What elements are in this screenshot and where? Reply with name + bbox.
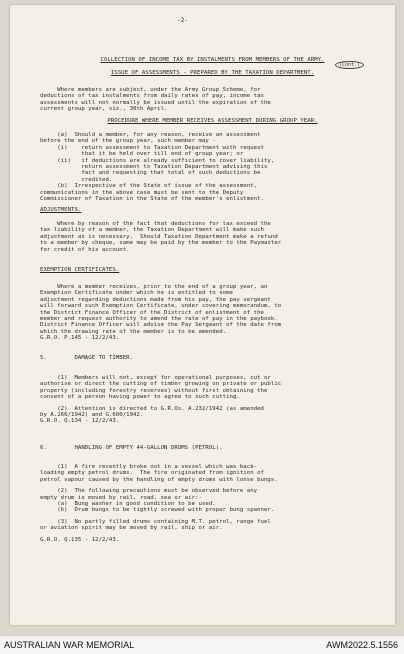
text-line: adjustment as is necessary. Should Taxation Department make a refund: [40, 233, 278, 240]
text-line: for credit of his account.: [40, 246, 130, 253]
text-line: that it be held over till end of group year; or: [40, 151, 244, 158]
text-line: will forward such Exemption Certificate, under covering memorandum, to: [40, 303, 282, 310]
cont-mark: (Cont.): [335, 61, 364, 69]
text-line: Where a member receives, prior to the end of a group year, an: [40, 284, 268, 290]
text-block: [40, 207, 385, 213]
text-line: 5. DAMAGE TO TIMBER.: [40, 355, 134, 361]
text-line: consent of a person having power to agree to such cutting.: [40, 394, 240, 401]
text-line: (a) Bung washer in good condition to be used.: [40, 500, 216, 507]
text-line: G.R.O. Q.135 - 12/2/43.: [40, 536, 120, 543]
text-line: tax liability of a member, the Taxation Department will make such: [40, 227, 264, 234]
page-number: -2-: [177, 17, 188, 24]
text-line: to a member by cheque, same may be paid by the member to the Paymaster: [40, 240, 282, 247]
text-line: 6. HANDLING OF EMPTY 44-GALLON DRUMS (PETROL).: [40, 445, 223, 451]
text-block: [40, 464, 385, 543]
text-line: credited.: [40, 176, 113, 183]
text-line: by A.266/1942) and G.600/1942.: [40, 411, 144, 418]
text-line: communications in the above case must be sent to the Deputy: [40, 189, 244, 196]
text-line: authorise or direct the cutting of timber growing on private or public: [40, 381, 282, 388]
text-line: member and request authority to amend the rate of pay in the paybook.: [40, 315, 278, 322]
text-line: Exemption Certificate under which he is entitled to some: [40, 290, 233, 297]
text-line: (i) return assessment to Taxation Department with request: [40, 144, 264, 151]
section-heading: COLLECTION OF INCOME TAX BY INSTALMENTS FROM MEMBERS OF THE ARMY.: [100, 57, 325, 63]
text-block: [40, 132, 385, 202]
text-line: (1) Members will not, except for operational purposes, cut or: [40, 375, 271, 381]
text-block: [40, 118, 385, 124]
text-line: Where by reason of the fact that deductions for tax exceed the: [40, 221, 271, 227]
text-line: (ii) if deductions are already sufficient to cover liability,: [40, 157, 275, 164]
text-line: empty drum is moved by rail, road, sea or air:-: [40, 494, 202, 501]
text-line: before the end of the group year, such member may -: [40, 138, 216, 145]
text-line: petrol vapour caused by the handling of empty drums with loose bungs.: [40, 476, 278, 483]
text-line: assessments will not normally be issued until the expiration of the: [40, 99, 271, 106]
text-block: [40, 87, 385, 113]
text-line: property (including forestry reserves) without first obtaining the: [40, 387, 268, 394]
text-line: Commissioner of Taxation in the State of the member's enlistment.: [40, 195, 264, 202]
text-line: or aviation spirit may be moved by rail, ship or air.: [40, 525, 223, 532]
text-line: (2) Attention is directed to G.R.Os. A.232/1942 (as amended: [40, 405, 264, 412]
text-block: [40, 70, 385, 76]
text-line: (a) Should a member, for any reason, receive an assessment: [40, 132, 261, 138]
text-line: G.R.O. P.145 - 12/2/43.: [40, 335, 120, 342]
text-block: [40, 284, 385, 342]
text-line: which the drawing rate of the member is to be amended.: [40, 328, 227, 335]
text-line: fact and requesting that total of such deductions be: [40, 170, 261, 177]
text-block: [40, 445, 385, 451]
archive-reference: AWM2022.5.1556: [326, 640, 398, 650]
text-block: [40, 355, 385, 361]
archive-name: AUSTRALIAN WAR MEMORIAL: [4, 640, 135, 650]
text-line: G.R.O. Q.134 - 12/2/43.: [40, 418, 120, 425]
text-line: return assessment to Taxation Department advising this: [40, 163, 268, 170]
section-heading: ADJUSTMENTS.: [40, 207, 82, 213]
section-heading: ISSUE OF ASSESSMENTS - PREPARED BY THE TAXATION DEPARTMENT.: [110, 70, 315, 76]
text-line: loading empty petrol drums. The fire originated from ignition of: [40, 470, 264, 477]
text-line: (2) The following precautions must be observed before any: [40, 488, 258, 495]
text-line: District Finance Officer will advise the Pay Sergeant of the date from: [40, 322, 282, 329]
text-line: (b) Irrespective of the State of issue of the assessment,: [40, 183, 258, 190]
text-line: (b) Drum bungs to be tightly screwed with proper bung spanner.: [40, 507, 275, 514]
text-line: the District Finance Officer of the District of enlistment of the: [40, 309, 264, 316]
text-line: deductions of tax instalments from daily rates of pay, income tax: [40, 93, 264, 100]
section-heading: PROCEDURE WHERE MEMBER RECEIVES ASSESSMENT DURING GROUP YEAR.: [107, 118, 318, 124]
text-line: adjustment regarding deductions made from his pay, the pay sergeant: [40, 296, 271, 303]
archive-footer: [0, 635, 404, 654]
document-page: [10, 5, 395, 625]
text-block: [40, 267, 385, 273]
text-line: Where members are subject, under the Army Group Scheme, for: [40, 87, 261, 93]
text-line: current group year, viz., 30th April.: [40, 106, 168, 113]
text-block: [40, 221, 385, 253]
text-block: [40, 375, 385, 425]
section-heading: EXEMPTION CERTIFICATES.: [40, 267, 120, 273]
text-line: (3) No partly filled drums containing M.T. petrol, range fuel: [40, 518, 271, 525]
text-block: [40, 57, 385, 63]
text-line: (1) A fire recently broke out in a vessel which was back-: [40, 464, 258, 470]
